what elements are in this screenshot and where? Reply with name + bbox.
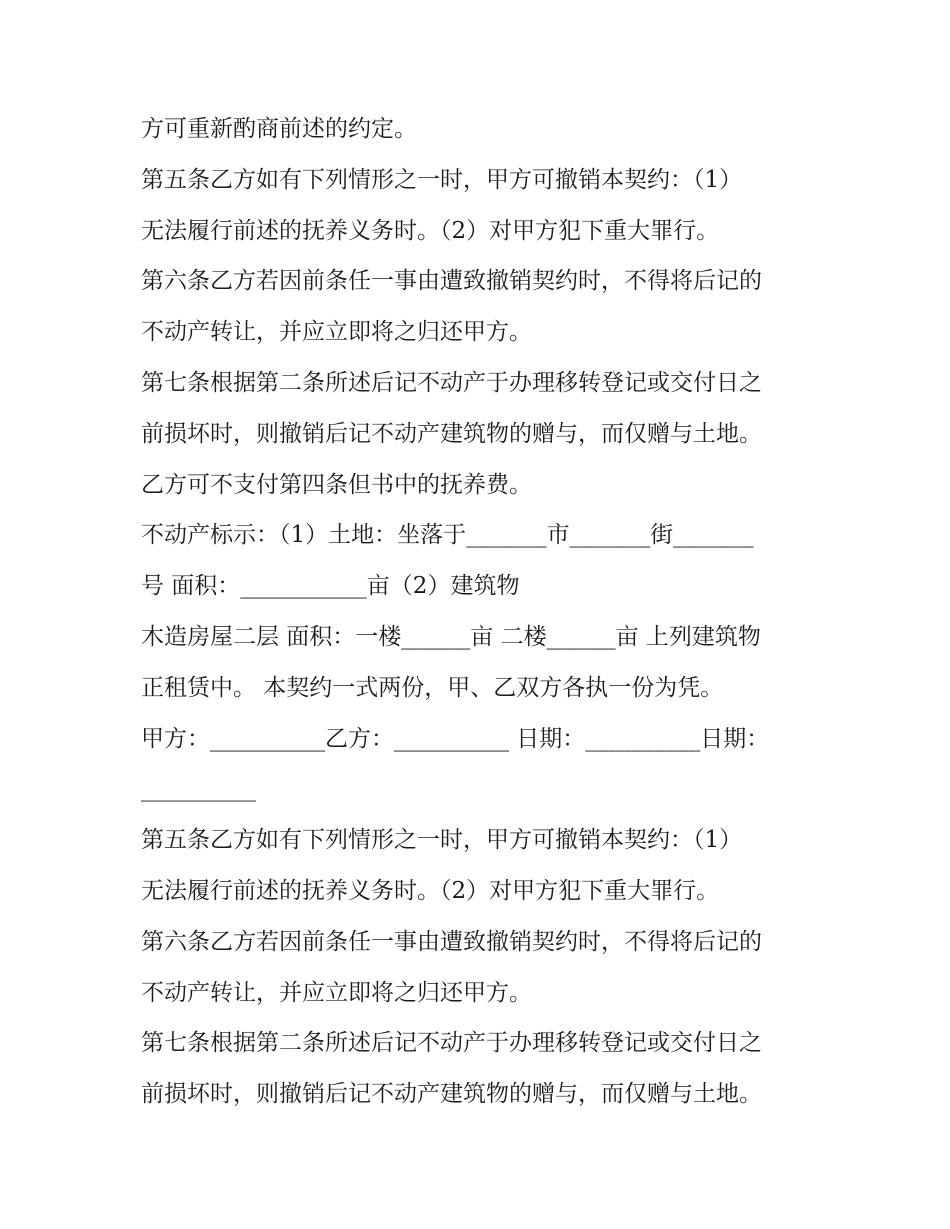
text-line: 不动产转让，并应立即将之归还甲方。 — [141, 979, 532, 1006]
text-line: 第六条乙方若因前条任一事由遭致撤销契约时，不得将后记的 — [141, 928, 762, 955]
text-line: 木造房屋二层 面积：一楼______亩 二楼______亩 上列建筑物 — [141, 623, 761, 650]
text-line: 第五条乙方如有下列情形之一时，甲方可撤销本契约：（1） — [141, 827, 743, 854]
text-line: 乙方可不支付第四条但书中的抚养费。 — [141, 471, 532, 498]
text-line: 前损坏时，则撤销后记不动产建筑物的赠与，而仅赠与土地。 — [141, 420, 762, 447]
contract-text — [141, 104, 831, 1120]
text-line: 甲方：__________乙方：__________ 日期：__________日期： — [141, 725, 770, 752]
text-line: 不动产转让，并应立即将之归还甲方。 — [141, 319, 532, 346]
text-line: 无法履行前述的抚养义务时。（2）对甲方犯下重大罪行。 — [141, 217, 720, 244]
text-line: 第七条根据第二条所述后记不动产于办理移转登记或交付日之 — [141, 369, 762, 396]
text-line: __________ — [141, 776, 256, 803]
text-line: 方可重新酌商前述的约定。 — [141, 116, 417, 142]
text-line: 无法履行前述的抚养义务时。（2）对甲方犯下重大罪行。 — [141, 877, 720, 904]
text-line: 不动产标示：（1）土地：坐落于_______市_______街_______ — [141, 522, 754, 549]
text-line: 第七条根据第二条所述后记不动产于办理移转登记或交付日之 — [141, 1030, 762, 1057]
text-line: 第五条乙方如有下列情形之一时，甲方可撤销本契约：（1） — [141, 166, 743, 193]
text-line: 正租赁中。 本契约一式两份，甲、乙双方各执一份为凭。 — [141, 674, 724, 701]
text-line: 号 面积：___________亩（2）建筑物 — [141, 573, 520, 600]
text-line: 第六条乙方若因前条任一事由遭致撤销契约时，不得将后记的 — [141, 268, 762, 295]
text-line: 前损坏时，则撤销后记不动产建筑物的赠与，而仅赠与土地。 — [141, 1081, 762, 1108]
